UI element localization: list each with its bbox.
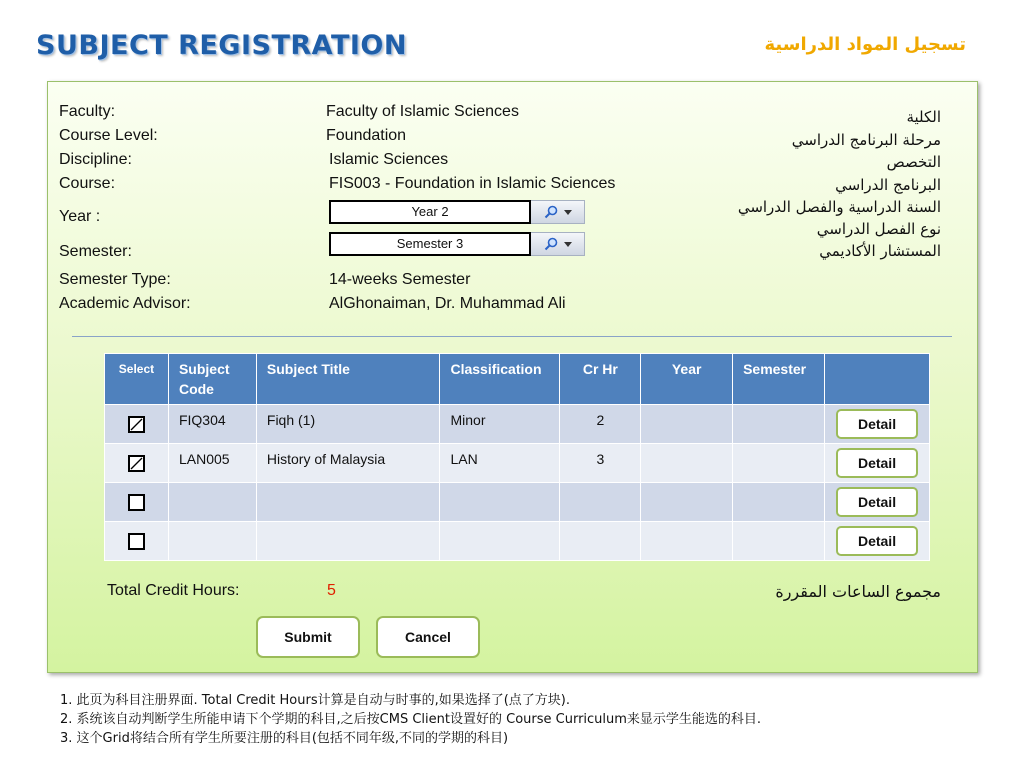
subjects-table	[104, 353, 930, 561]
year-input[interactable]: Year 2	[329, 200, 531, 224]
classification-cell	[440, 522, 560, 561]
page-title-arabic: تسجيل المواد الدراسية	[764, 34, 966, 55]
year-lookup	[329, 200, 585, 224]
year-cell	[641, 522, 733, 561]
subject-code-cell	[168, 522, 256, 561]
course-level-value: Foundation	[326, 127, 407, 144]
semester-cell	[733, 483, 825, 522]
advisor-value: AlGhonaiman, Dr. Muhammad Ali	[329, 295, 566, 312]
header-subject-title: Subject Title	[256, 354, 440, 405]
year-cell	[641, 405, 733, 444]
arabic-label-semester-type: نوع الفصل الدراسي	[816, 220, 941, 238]
section-divider	[72, 336, 952, 337]
action-cell	[825, 444, 930, 483]
cr-hr-cell: 2	[560, 405, 641, 444]
faculty-label: Faculty:	[59, 103, 116, 120]
submit-button[interactable]: Submit	[256, 616, 360, 658]
classification-cell	[440, 483, 560, 522]
subject-code-cell: LAN005	[168, 444, 256, 483]
registration-panel	[47, 81, 978, 673]
header-cr-hr: Cr Hr	[560, 354, 641, 405]
chevron-down-icon	[564, 210, 572, 215]
page-title: SUBJECT REGISTRATION	[36, 30, 407, 61]
semester-cell	[733, 405, 825, 444]
semester-type-value: 14-weeks Semester	[329, 271, 471, 288]
cr-hr-cell	[560, 522, 641, 561]
header-select: Select	[105, 354, 169, 405]
note-item: 2. 系统该自动判断学生所能申请下个学期的科目,之后按CMS Client设置好的 Course Curriculum来显示学生能选的科目.	[60, 712, 762, 727]
subject-code-cell	[168, 483, 256, 522]
note-item: 3. 这个Grid将结合所有学生所要注册的科目(包括不同年级,不同的学期的科目)	[60, 731, 509, 746]
table-row	[105, 444, 930, 483]
discipline-value: Islamic Sciences	[329, 151, 449, 168]
select-cell	[105, 483, 169, 522]
subject-code-cell: FIQ304	[168, 405, 256, 444]
table-row	[105, 522, 930, 561]
year-label: Year :	[59, 208, 101, 225]
course-value: FIS003 - Foundation in Islamic Sciences	[329, 175, 616, 192]
select-cell	[105, 405, 169, 444]
checkbox-icon[interactable]	[128, 533, 145, 550]
search-icon	[544, 205, 558, 219]
action-cell	[825, 522, 930, 561]
table-row	[105, 483, 930, 522]
table-header-row	[105, 354, 930, 405]
year-lookup-button[interactable]	[531, 200, 585, 224]
checkbox-checked-icon[interactable]	[128, 416, 145, 433]
checkbox-icon[interactable]	[128, 494, 145, 511]
total-credit-hours-arabic-label: مجموع الساعات المقررة	[775, 582, 941, 601]
detail-button[interactable]: Detail	[836, 448, 918, 478]
classification-cell: Minor	[440, 405, 560, 444]
notes	[60, 691, 761, 748]
semester-label: Semester:	[59, 243, 132, 260]
detail-button[interactable]: Detail	[836, 409, 918, 439]
header-semester: Semester	[733, 354, 825, 405]
semester-cell	[733, 444, 825, 483]
course-label: Course:	[59, 175, 116, 192]
total-credit-hours-value: 5	[327, 582, 336, 599]
semester-lookup	[329, 232, 585, 256]
note-item: 1. 此页为科目注册界面. Total Credit Hours计算是自动与时事的,如果选择了(点了方块).	[60, 693, 571, 708]
semester-input[interactable]: Semester 3	[329, 232, 531, 256]
cr-hr-cell	[560, 483, 641, 522]
semester-type-label: Semester Type:	[59, 271, 171, 288]
semester-cell	[733, 522, 825, 561]
header-action	[825, 354, 930, 405]
search-icon	[544, 237, 558, 251]
discipline-label: Discipline:	[59, 151, 132, 168]
header-classification: Classification	[440, 354, 560, 405]
arabic-label-discipline: التخصص	[886, 153, 941, 171]
arabic-label-year-semester: السنة الدراسية والفصل الدراسي	[737, 198, 941, 216]
detail-button[interactable]: Detail	[836, 526, 918, 556]
cr-hr-cell: 3	[560, 444, 641, 483]
checkbox-checked-icon[interactable]	[128, 455, 145, 472]
header-year: Year	[641, 354, 733, 405]
arabic-label-advisor: المستشار الأكاديمي	[819, 242, 941, 260]
action-cell	[825, 405, 930, 444]
course-level-label: Course Level:	[59, 127, 158, 144]
select-cell	[105, 522, 169, 561]
faculty-value: Faculty of Islamic Sciences	[326, 103, 519, 120]
detail-button[interactable]: Detail	[836, 487, 918, 517]
arabic-label-course-level: مرحلة البرنامج الدراسي	[791, 131, 941, 149]
action-cell	[825, 483, 930, 522]
arabic-label-faculty: الكلية	[906, 108, 941, 126]
year-cell	[641, 444, 733, 483]
table-row	[105, 405, 930, 444]
arabic-label-course: البرنامج الدراسي	[835, 176, 941, 194]
chevron-down-icon	[564, 242, 572, 247]
subject-title-cell	[256, 522, 440, 561]
cancel-button[interactable]: Cancel	[376, 616, 480, 658]
subject-title-cell: Fiqh (1)	[256, 405, 440, 444]
advisor-label: Academic Advisor:	[59, 295, 191, 312]
year-cell	[641, 483, 733, 522]
semester-lookup-button[interactable]	[531, 232, 585, 256]
header-subject-code: Subject Code	[168, 354, 256, 405]
subject-title-cell: History of Malaysia	[256, 444, 440, 483]
select-cell	[105, 444, 169, 483]
subject-title-cell	[256, 483, 440, 522]
total-credit-hours-label: Total Credit Hours:	[107, 582, 240, 599]
classification-cell: LAN	[440, 444, 560, 483]
